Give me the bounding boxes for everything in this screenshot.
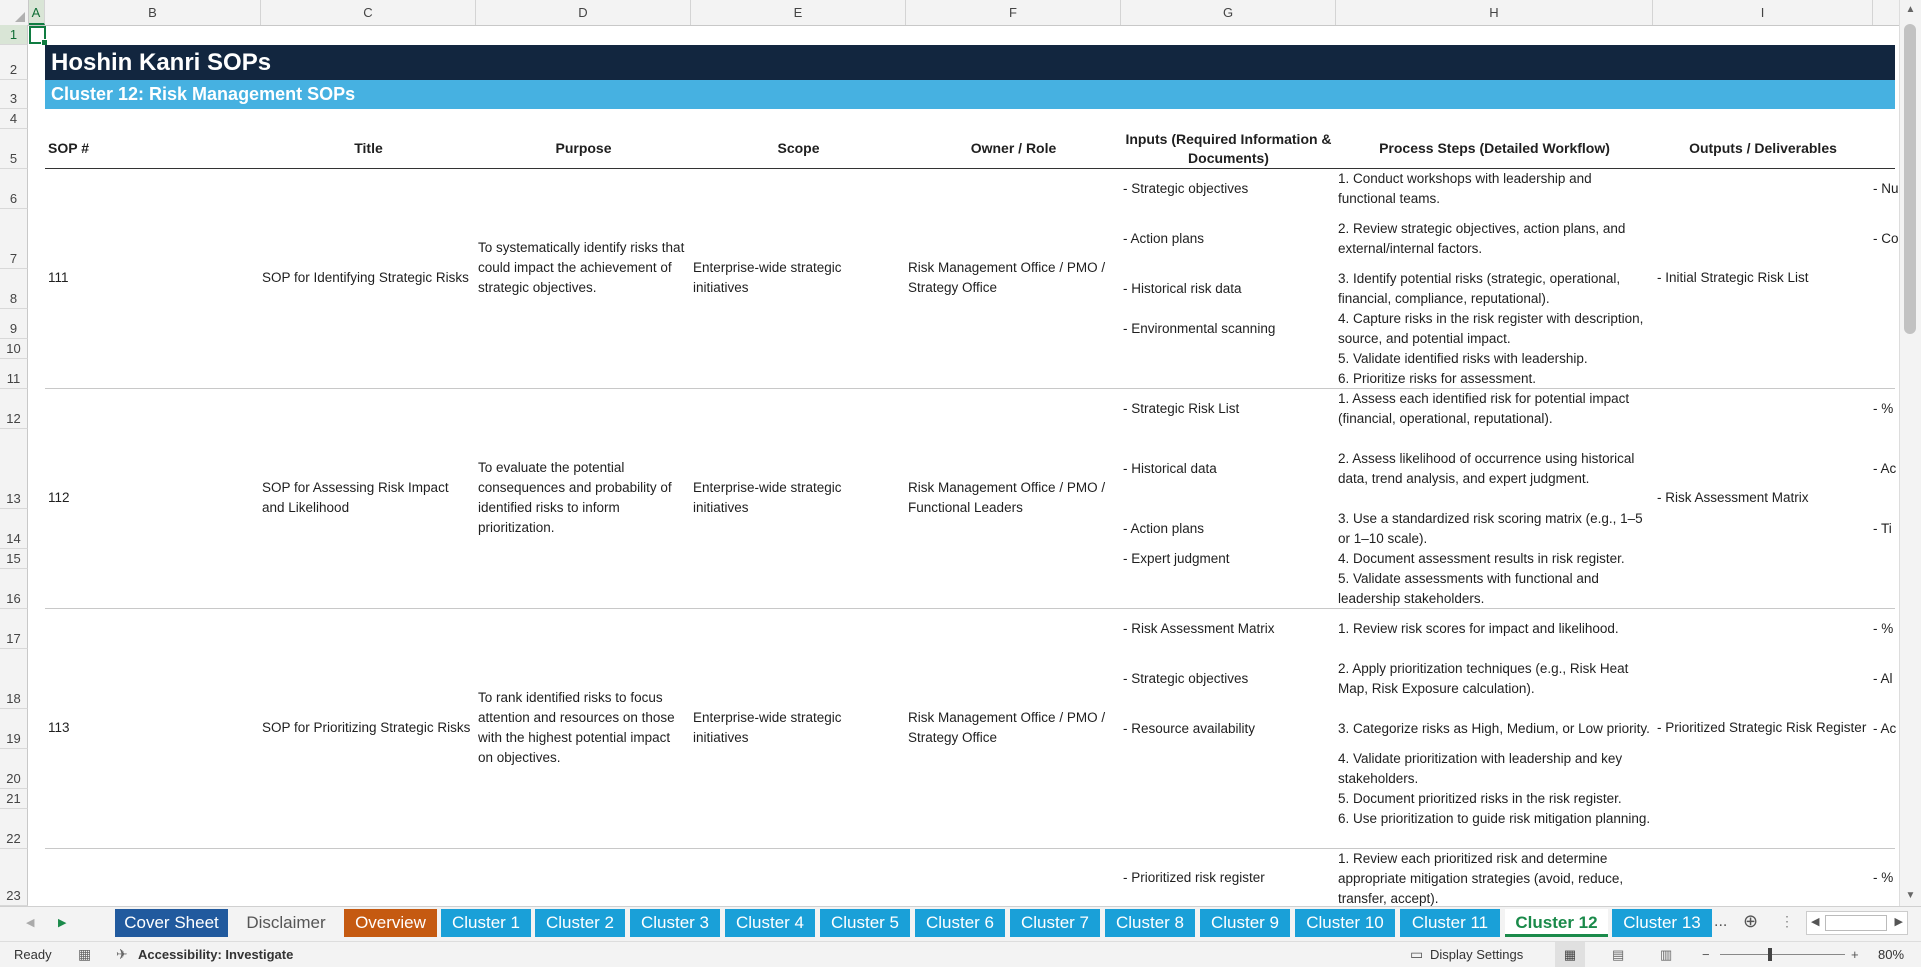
sop-owner: Risk Management Office / PMO / Functional Leaders [908, 480, 1106, 515]
row-header[interactable]: 22 [0, 809, 28, 849]
column-header-d[interactable]: D [476, 0, 691, 25]
sheet-tab-bar [0, 906, 1921, 941]
row-header[interactable]: 9 [0, 309, 28, 339]
sop-output: - Prioritized Strategic Risk Register [1657, 720, 1867, 735]
sop-step: 3. Identify potential risks (strategic, operational, financial, compliance, reputational). [1338, 271, 1621, 306]
sop-input: - Risk Assessment Matrix [1123, 621, 1275, 636]
row-header[interactable]: 2 [0, 45, 28, 80]
sop-input: - Action plans [1123, 521, 1205, 536]
sop-extra: - Nu [1873, 181, 1899, 196]
sop-step: 2. Apply prioritization techniques (e.g., Risk Heat Map, Risk Exposure calculation). [1338, 661, 1629, 696]
sop-extra: - Ac [1873, 721, 1897, 736]
column-header-bar [0, 0, 1900, 26]
tab-cluster-13[interactable]: Cluster 13 [1612, 909, 1712, 937]
sop-input: - Prioritized risk register [1123, 870, 1265, 885]
row-separator [45, 608, 1895, 609]
sop-step: 3. Use a standardized risk scoring matrix (e.g., 1–5 or 1–10 scale). [1338, 511, 1643, 546]
row-header[interactable]: 20 [0, 749, 28, 789]
status-ready: Ready [14, 947, 52, 962]
active-cell-a1[interactable] [29, 26, 46, 44]
row-header[interactable]: 12 [0, 389, 28, 429]
scroll-up-icon[interactable]: ▲ [1905, 4, 1916, 15]
header-outputs: Outputs / Deliverables [1689, 140, 1837, 156]
sop-input: - Expert judgment [1123, 551, 1230, 566]
header-sop-number: SOP # [48, 140, 89, 156]
accessibility-status[interactable]: Accessibility: Investigate [138, 947, 294, 962]
column-header-i[interactable]: I [1653, 0, 1873, 25]
sop-extra: - Ti [1873, 521, 1892, 536]
row-header[interactable]: 10 [0, 339, 28, 359]
tab-cluster-7[interactable]: Cluster 7 [1010, 909, 1100, 937]
sop-extra: - % [1873, 401, 1894, 416]
row-header[interactable]: 17 [0, 609, 28, 649]
tab-cluster-5[interactable]: Cluster 5 [820, 909, 910, 937]
sheet-title: Hoshin Kanri SOPs [45, 45, 1895, 80]
horizontal-scrollbar[interactable] [1806, 911, 1908, 935]
header-title: Title [354, 140, 383, 156]
sop-input: - Action plans [1123, 231, 1205, 246]
row-header[interactable]: 5 [0, 129, 28, 169]
row-header[interactable]: 13 [0, 429, 28, 509]
sop-input: - Strategic objectives [1123, 671, 1249, 686]
select-all-corner[interactable] [0, 0, 29, 25]
row-header[interactable]: 23 [0, 849, 28, 906]
sop-extra: - % [1873, 870, 1894, 885]
sheet-subtitle: Cluster 12: Risk Management SOPs [45, 80, 1895, 109]
hscroll-right-icon[interactable]: ▶ [1894, 916, 1903, 928]
zoom-out-icon[interactable]: − [1702, 947, 1710, 962]
tab-cluster-2[interactable]: Cluster 2 [535, 909, 625, 937]
sop-step: 4. Document assessment results in risk register. [1338, 551, 1625, 566]
row-header[interactable]: 6 [0, 169, 28, 209]
tab-cluster-8[interactable]: Cluster 8 [1105, 909, 1195, 937]
sop-step: 4. Validate prioritization with leadership and key stakeholders. [1338, 751, 1623, 786]
tab-cluster-1[interactable]: Cluster 1 [441, 909, 531, 937]
zoom-in-icon[interactable]: + [1851, 947, 1859, 962]
column-header-b[interactable]: B [45, 0, 261, 25]
normal-view-icon[interactable]: ▦ [1555, 942, 1585, 967]
page-layout-view-icon[interactable]: ▤ [1612, 947, 1625, 962]
accessibility-icon[interactable]: ✈ [116, 946, 128, 962]
sop-step: 6. Prioritize risks for assessment. [1338, 371, 1537, 386]
sop-extra: - % [1873, 621, 1894, 636]
tab-cluster-3[interactable]: Cluster 3 [630, 909, 720, 937]
sop-input: - Strategic objectives [1123, 181, 1249, 196]
sop-input: - Strategic Risk List [1123, 401, 1240, 416]
tab-scroll-right-icon[interactable]: ▶ [58, 917, 67, 929]
tab-scroll-left-icon[interactable]: ◀ [26, 917, 35, 929]
sop-title: SOP for Assessing Risk Impact and Likelihood [262, 480, 449, 515]
tab-cluster-4[interactable]: Cluster 4 [725, 909, 815, 937]
tab-cluster-10[interactable]: Cluster 10 [1295, 909, 1395, 937]
row-header[interactable]: 11 [0, 359, 28, 389]
hscroll-thumb[interactable] [1825, 915, 1887, 931]
sop-number: 112 [48, 490, 70, 505]
sop-extra: - Al [1873, 671, 1893, 686]
sop-step: 5. Validate identified risks with leadership. [1338, 351, 1588, 366]
sop-step: 4. Capture risks in the risk register with description, source, and potential impact. [1338, 311, 1644, 346]
sop-title: SOP for Prioritizing Strategic Risks [262, 720, 471, 735]
add-sheet-icon[interactable]: ⊕ [1743, 911, 1759, 931]
sop-owner: Risk Management Office / PMO / Strategy Office [908, 260, 1106, 295]
sop-step: 2. Assess likelihood of occurrence using historical data, trend analysis, and expert judgment. [1338, 451, 1635, 486]
sop-scope: Enterprise-wide strategic initiatives [693, 710, 842, 745]
sop-scope: Enterprise-wide strategic initiatives [693, 260, 842, 295]
macro-record-icon[interactable]: ▦ [78, 946, 92, 962]
header-owner: Owner / Role [970, 140, 1057, 156]
hscroll-left-icon[interactable]: ◀ [1811, 916, 1820, 928]
vertical-scrollbar[interactable] [1899, 0, 1921, 920]
header-purpose: Purpose [555, 140, 612, 156]
sop-extra: - Co [1873, 231, 1899, 246]
header-inputs: Inputs (Required Information & Documents) [1125, 131, 1332, 166]
sop-number: 113 [48, 720, 70, 735]
tab-cluster-12[interactable]: Cluster 12 [1505, 909, 1608, 937]
sop-step: 1. Review risk scores for impact and likelihood. [1338, 621, 1619, 636]
tab-split-handle-icon[interactable]: ⋮ [1780, 913, 1794, 929]
tab-overview[interactable]: Overview [344, 909, 437, 937]
sop-input: - Historical risk data [1123, 281, 1242, 296]
sop-title: SOP for Identifying Strategic Risks [262, 270, 469, 285]
column-header-g[interactable]: G [1121, 0, 1336, 25]
sop-purpose: To evaluate the potential consequences and probability of identified risks to inform prioritization. [478, 460, 672, 535]
tab-cluster-11[interactable]: Cluster 11 [1400, 909, 1500, 937]
column-header-h[interactable]: H [1336, 0, 1653, 25]
zoom-slider[interactable] [1720, 954, 1845, 955]
scroll-down-icon[interactable]: ▼ [1905, 890, 1916, 901]
column-header-f[interactable]: F [906, 0, 1121, 25]
sop-input: - Environmental scanning [1123, 321, 1276, 336]
sop-number: 111 [48, 270, 69, 285]
column-header-e[interactable]: E [691, 0, 906, 25]
row-header[interactable]: 21 [0, 789, 28, 809]
sop-extra: - Ac [1873, 461, 1897, 476]
sop-purpose: To rank identified risks to focus attention and resources on those with the highest potential impact on objectives. [478, 690, 675, 765]
header-scope: Scope [777, 140, 820, 156]
sop-input: - Historical data [1123, 461, 1217, 476]
tab-overflow[interactable]: ... [1714, 913, 1728, 930]
sop-step: 5. Validate assessments with functional and leadership stakeholders. [1338, 571, 1599, 606]
sop-step: 3. Categorize risks as High, Medium, or Low priority. [1338, 721, 1650, 736]
sop-purpose: To systematically identify risks that could impact the achievement of strategic objectives. [478, 240, 685, 295]
sop-input: - Resource availability [1123, 721, 1256, 736]
header-process-steps: Process Steps (Detailed Workflow) [1379, 140, 1610, 156]
tab-cluster-6[interactable]: Cluster 6 [915, 909, 1005, 937]
sop-step: 6. Use prioritization to guide risk mitigation planning. [1338, 811, 1651, 826]
sop-step: 1. Review each prioritized risk and determine appropriate mitigation strategies (avoid, reduce, transfer, accept). [1338, 851, 1624, 906]
tab-cover-sheet[interactable]: Cover Sheet [115, 909, 228, 937]
sop-step: 2. Review strategic objectives, action plans, and external/internal factors. [1338, 221, 1626, 256]
row-header[interactable]: 4 [0, 109, 28, 129]
status-bar [0, 941, 1921, 967]
tab-cluster-9[interactable]: Cluster 9 [1200, 909, 1290, 937]
row-header[interactable]: 19 [0, 709, 28, 749]
page-break-preview-icon[interactable]: ▥ [1660, 947, 1673, 962]
row-header[interactable]: 7 [0, 209, 28, 269]
column-header-a[interactable]: A [28, 0, 45, 25]
sop-owner: Risk Management Office / PMO / Strategy Office [908, 710, 1106, 745]
scrollbar-thumb[interactable] [1904, 24, 1916, 334]
tab-disclaimer[interactable]: Disclaimer [232, 909, 340, 937]
sop-output: - Risk Assessment Matrix [1657, 490, 1809, 505]
sop-step: 1. Conduct workshops with leadership and functional teams. [1338, 171, 1592, 206]
display-settings-icon[interactable]: ▭ [1410, 946, 1424, 962]
row-header[interactable]: 18 [0, 649, 28, 709]
row-header[interactable]: 15 [0, 549, 28, 569]
sop-output: - Initial Strategic Risk List [1657, 270, 1809, 285]
row-header[interactable]: 8 [0, 269, 28, 309]
column-header-c[interactable]: C [261, 0, 476, 25]
row-header[interactable]: 16 [0, 569, 28, 609]
row-header[interactable]: 14 [0, 509, 28, 549]
sop-scope: Enterprise-wide strategic initiatives [693, 480, 842, 515]
sop-step: 5. Document prioritized risks in the risk register. [1338, 791, 1622, 806]
display-settings-button[interactable]: Display Settings [1430, 947, 1524, 962]
zoom-level[interactable]: 80% [1878, 947, 1905, 962]
row-header[interactable]: 1 [0, 25, 28, 45]
zoom-slider-thumb[interactable] [1768, 948, 1772, 961]
row-header[interactable]: 3 [0, 80, 28, 109]
sop-step: 1. Assess each identified risk for potential impact (financial, operational, reputational). [1338, 391, 1630, 426]
